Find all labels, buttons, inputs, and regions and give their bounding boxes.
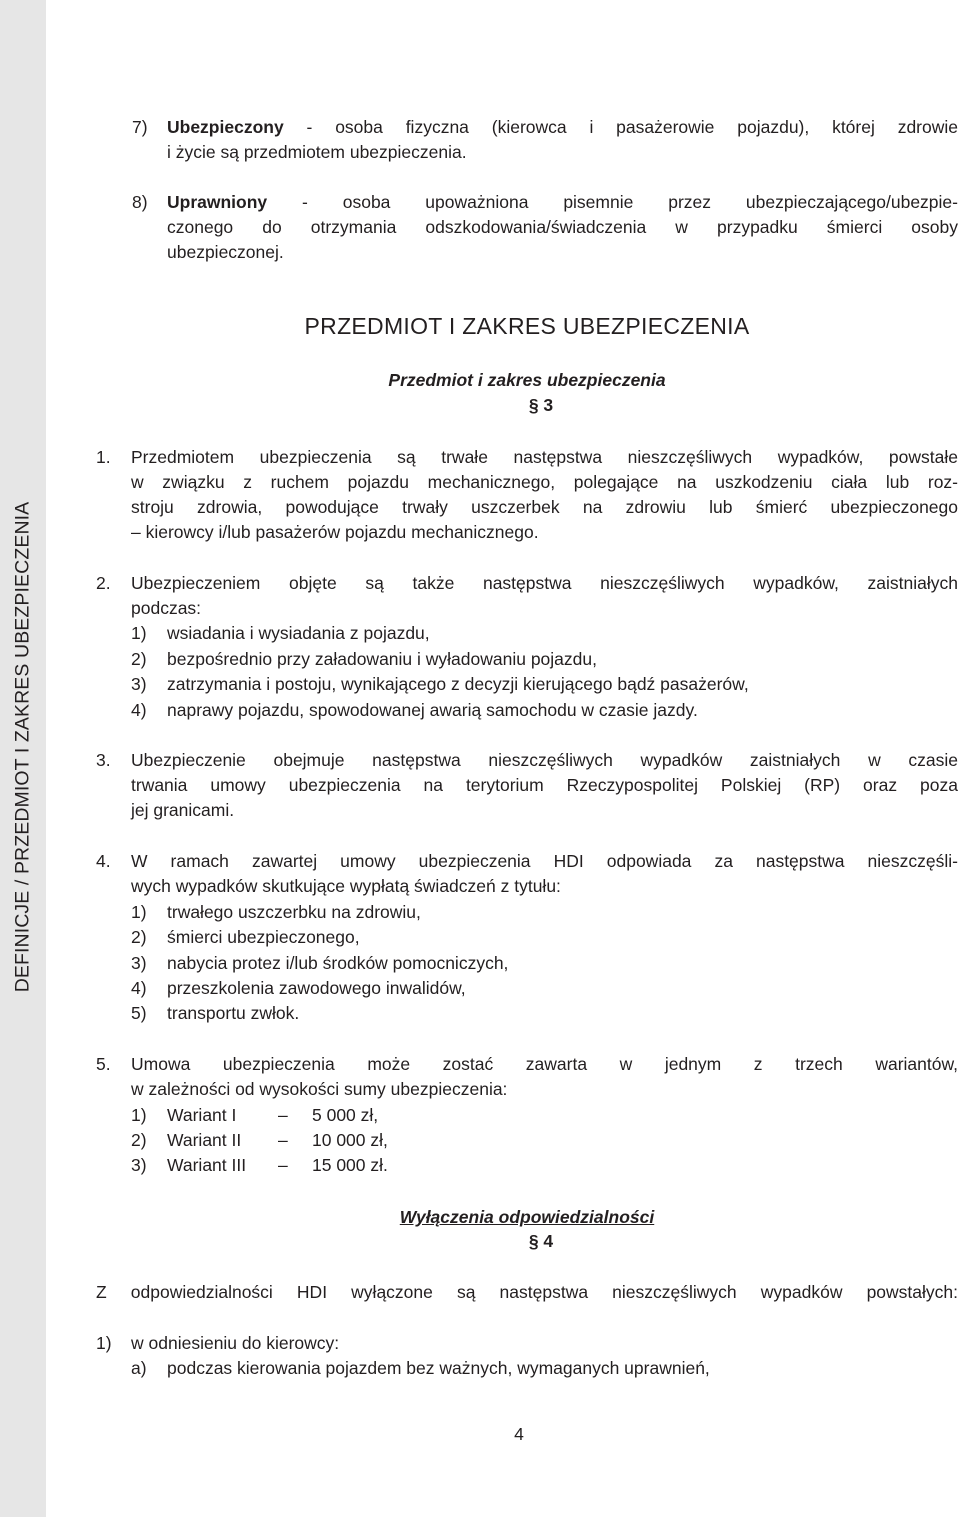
- list-item: zatrzymania i postoju, wynikającego z decyzji kierującego bądź pasażerów,: [167, 674, 749, 694]
- definition-line: ubezpieczonej.: [167, 242, 284, 262]
- clause-number: 4.: [96, 851, 111, 871]
- definition-line: i życie są przedmiotem ubezpieczenia.: [167, 142, 467, 162]
- definition-line: [167, 115, 958, 140]
- variant-name: Wariant II: [167, 1130, 242, 1150]
- clause-line: w związku z ruchem pojazdu mechanicznego, polegające na uszkodzeniu ciała lub roz-: [131, 472, 958, 492]
- list-item: wsiadania i wysiadania z pojazdu,: [167, 623, 430, 643]
- clause-number: 3.: [96, 750, 111, 770]
- variant-number: 1): [131, 1105, 147, 1125]
- list-item-number: 1): [131, 902, 147, 922]
- variant-name: Wariant III: [167, 1155, 247, 1175]
- side-tab-label: DEFINICJE / PRZEDMIOT I ZAKRES UBEZPIECZENIA: [11, 501, 34, 993]
- list-subitem-letter: a): [131, 1358, 147, 1378]
- item-number: 8): [132, 192, 148, 212]
- clause-line: W ramach zawartej umowy ubezpieczenia HDI odpowiada za następstwa nieszczęśli-: [131, 851, 958, 871]
- variant-name: Wariant I: [167, 1105, 237, 1125]
- list-item: przeszkolenia zawodowego inwalidów,: [167, 978, 466, 998]
- side-tab: [0, 0, 46, 1517]
- section-heading: PRZEDMIOT I ZAKRES UBEZPIECZENIA: [304, 313, 750, 339]
- clause-line: trwania umowy ubezpieczenia na terytorium Rzeczypospolitej Polskiej (RP) oraz poza: [131, 775, 958, 795]
- clause-line: podczas:: [131, 598, 202, 618]
- variant-dash: –: [278, 1105, 288, 1125]
- list-item-number: 4): [131, 978, 147, 998]
- variant-number: 3): [131, 1155, 147, 1175]
- clause-number: 2.: [96, 573, 111, 593]
- clause-line: stroju zdrowia, powodujące trwały uszczerbek na zdrowiu lub śmierć ubezpieczonego: [131, 497, 958, 517]
- list-item: nabycia protez i/lub środków pomocniczych,: [167, 953, 509, 973]
- definition-line: czonego do otrzymania odszkodowania/świadczenia w przypadku śmierci osoby: [167, 217, 958, 237]
- list-item: w odniesieniu do kierowcy:: [131, 1333, 340, 1353]
- list-item: transportu zwłok.: [167, 1003, 300, 1023]
- variant-dash: –: [278, 1130, 288, 1150]
- definition-text: - osoba upoważniona pisemnie przez ubezpieczającego/ubezpie-: [267, 192, 958, 212]
- list-item: bezpośrednio przy załadowaniu i wyładowaniu pojazdu,: [167, 649, 597, 669]
- list-subitem: podczas kierowania pojazdem bez ważnych, wymaganych uprawnień,: [167, 1358, 710, 1378]
- variant-amount: 10 000 zł,: [312, 1130, 388, 1150]
- clause-number: 5.: [96, 1054, 111, 1074]
- exclusions-heading: Wyłączenia odpowiedzialności: [399, 1207, 655, 1227]
- item-number: 7): [132, 117, 148, 137]
- clause-line: jej granicami.: [131, 800, 235, 820]
- clause-line: – kierowcy i/lub pasażerów pojazdu mechanicznego.: [131, 522, 539, 542]
- clause-line: Umowa ubezpieczenia może zostać zawarta w jednym z trzech wariantów,: [131, 1054, 958, 1074]
- list-item-number: 3): [131, 674, 147, 694]
- section-subheading: Przedmiot i zakres ubezpieczenia: [388, 370, 666, 390]
- defined-term: Ubezpieczony: [167, 117, 284, 137]
- variant-number: 2): [131, 1130, 147, 1150]
- variant-amount: 5 000 zł,: [312, 1105, 379, 1125]
- list-item-number: 3): [131, 953, 147, 973]
- definition-text: - osoba fizyczna (kierowca i pasażerowie pojazdu), której zdrowie: [283, 117, 958, 137]
- list-item-number: 5): [131, 1003, 147, 1023]
- variant-amount: 15 000 zł.: [312, 1155, 388, 1175]
- list-item: trwałego uszczerbku na zdrowiu,: [167, 902, 421, 922]
- defined-term: Uprawniony: [167, 192, 268, 212]
- list-item-number: 1): [96, 1333, 112, 1353]
- list-item: śmierci ubezpieczonego,: [167, 927, 360, 947]
- clause-line: Przedmiotem ubezpieczenia są trwałe następstwa nieszczęśliwych wypadków, powstałe: [131, 447, 958, 467]
- list-item-number: 2): [131, 927, 147, 947]
- list-item-number: 4): [131, 700, 147, 720]
- clause-number: 1.: [96, 447, 111, 467]
- list-item: naprawy pojazdu, spowodowanej awarią samochodu w czasie jazdy.: [167, 700, 698, 720]
- list-item-number: 2): [131, 649, 147, 669]
- page-number: 4: [514, 1424, 524, 1444]
- variant-dash: –: [278, 1155, 288, 1175]
- clause-line: Ubezpieczenie obejmuje następstwa nieszczęśliwych wypadków zaistniałych w czasie: [131, 750, 958, 770]
- exclusions-intro: Z odpowiedzialności HDI wyłączone są następstwa nieszczęśliwych wypadków powstałych:: [96, 1282, 958, 1302]
- paragraph-mark: § 4: [528, 1231, 554, 1251]
- list-item-number: 1): [131, 623, 147, 643]
- clause-line: w zależności od wysokości sumy ubezpieczenia:: [131, 1079, 508, 1099]
- paragraph-mark: § 3: [528, 395, 554, 415]
- definition-line: [167, 190, 958, 215]
- clause-line: wych wypadków skutkujące wypłatą świadczeń z tytułu:: [131, 876, 561, 896]
- clause-line: Ubezpieczeniem objęte są także następstwa nieszczęśliwych wypadków, zaistniałych: [131, 573, 958, 593]
